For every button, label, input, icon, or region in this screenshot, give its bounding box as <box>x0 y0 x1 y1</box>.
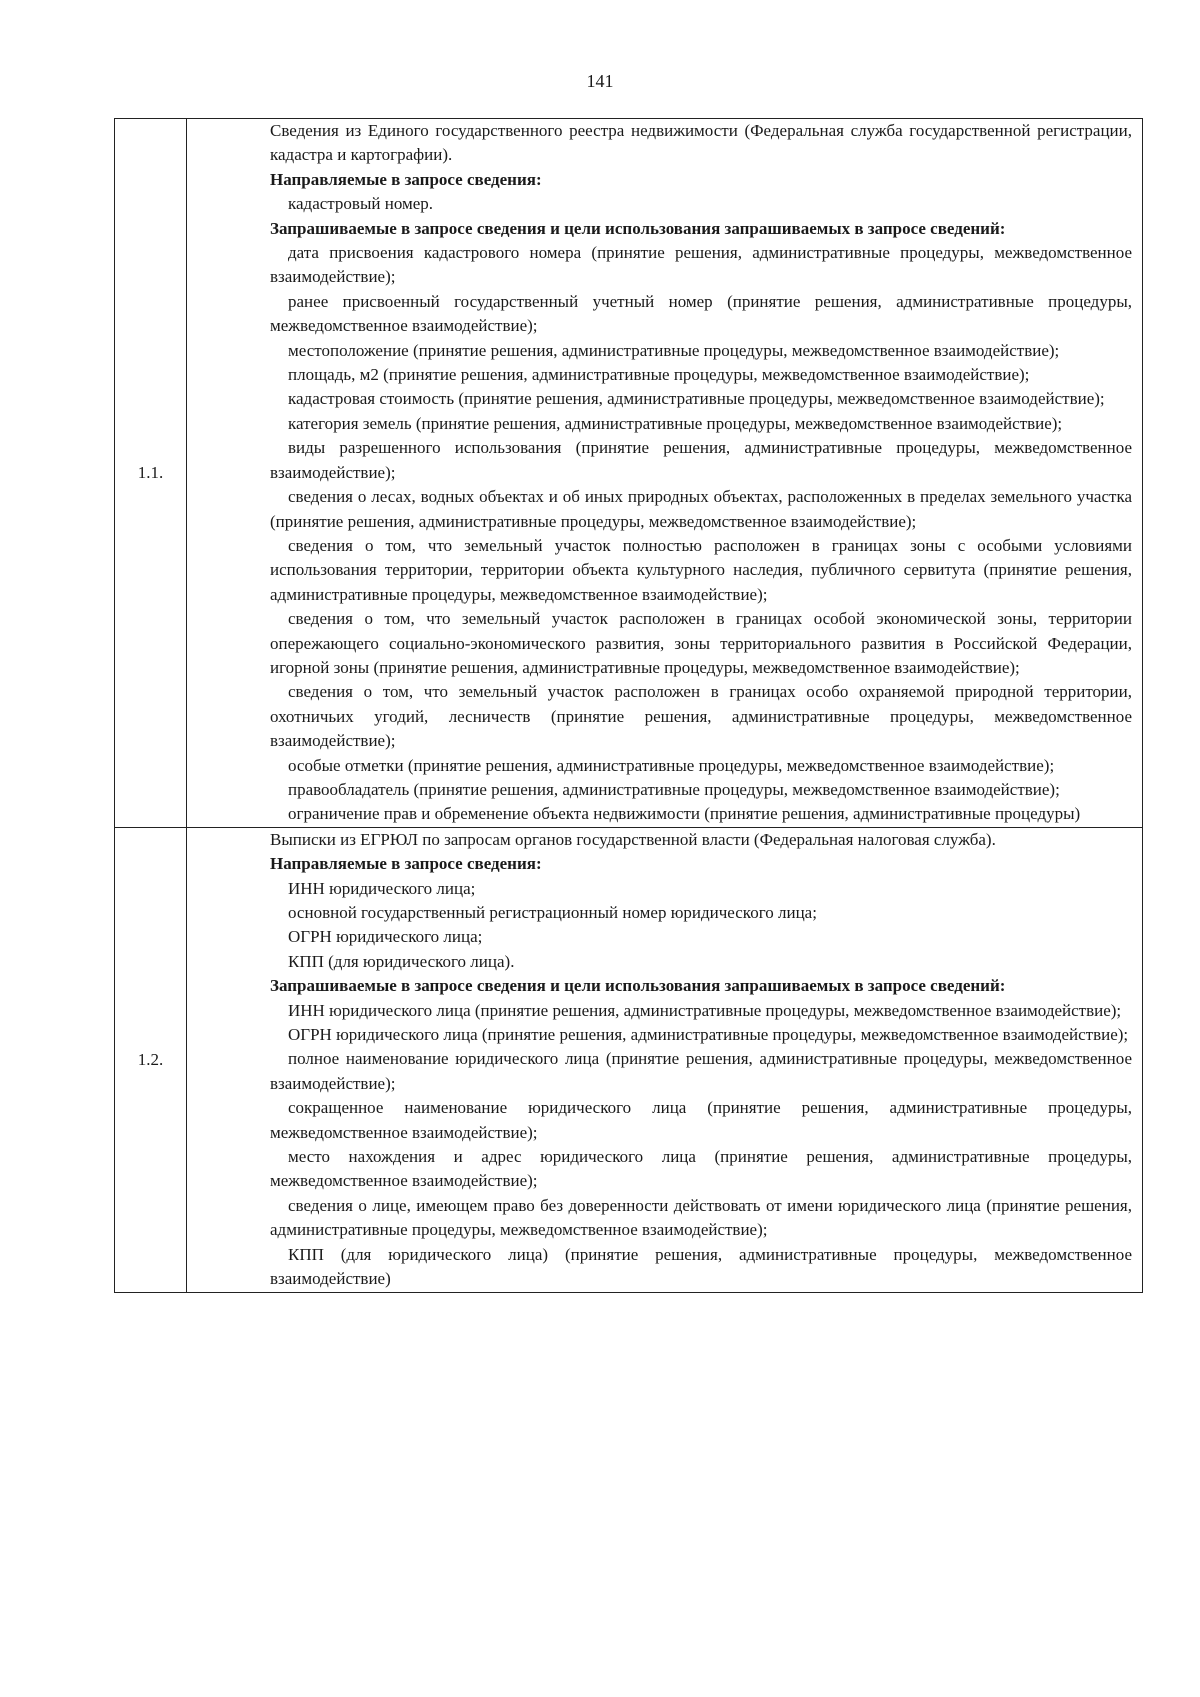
paragraph: основной государственный регистрационный номер юридического лица; <box>288 903 817 922</box>
paragraph: кадастровая стоимость (принятие решения, административные процедуры, межведомственное взаимодействие); <box>288 389 1105 409</box>
paragraph: дата присвоения кадастрового номера (принятие решения, административные процедуры, межведомственное взаимодействие); <box>270 243 1132 287</box>
row-content <box>187 827 1143 1292</box>
table-body <box>115 119 1143 1293</box>
paragraph: ОГРН юридического лица; <box>288 927 483 947</box>
paragraph: ограничение прав и обременение объекта недвижимости (принятие решения, административные процедуры) <box>288 804 1081 824</box>
paragraph: сведения о том, что земельный участок полностью расположен в границах зоны с особыми условиями использования территории, территории объекта культурного наследия, публичного сервитута (принятие решения, административные процедуры, межведомственное взаимодействие); <box>270 535 1132 604</box>
row-number: 1.2. <box>115 827 187 1292</box>
paragraph: КПП (для юридического лица). <box>288 951 515 971</box>
paragraph: виды разрешенного использования (принятие решения, административные процедуры, межведомственное взаимодействие); <box>270 438 1132 482</box>
paragraph: ранее присвоенный государственный учетный номер (принятие решения, административные процедуры, межведомственное взаимодействие); <box>270 291 1132 336</box>
paragraph: кадастровый номер. <box>288 194 434 214</box>
paragraph: Сведения из Единого государственного реестра недвижимости (Федеральная служба государственной регистрации, кадастра и картографии). <box>270 121 1132 165</box>
paragraph: сведения о лице, имеющем право без доверенности действовать от имени юридического лица (принятие решения, административные процедуры, межведомственное взаимодействие); <box>270 1195 1132 1240</box>
paragraph: ИНН юридического лица; <box>288 878 476 898</box>
page-number: 141 <box>586 71 614 91</box>
paragraph: сведения о том, что земельный участок расположен в границах особо охраняемой природной территории, охотничьих угодий, лесничеств (принятие решения, административные процедуры, межведомственное взаимодействие); <box>270 682 1132 751</box>
section-heading: Запрашиваемые в запросе сведения и цели использования запрашиваемых в запросе сведений: <box>270 218 1006 238</box>
paragraph: площадь, м2 (принятие решения, административные процедуры, межведомственное взаимодействие); <box>288 365 1030 385</box>
paragraph: местоположение (принятие решения, административные процедуры, межведомственное взаимодействие); <box>288 340 1060 360</box>
table-row <box>115 827 1143 1292</box>
paragraph: сведения о лесах, водных объектах и об иных природных объектах, расположенных в пределах земельного участка (принятие решения, административные процедуры, межведомственное взаимодействие); <box>270 487 1132 531</box>
table-row <box>115 119 1143 828</box>
paragraph: место нахождения и адрес юридического лица (принятие решения, административные процедуры, межведомственное взаимодействие); <box>270 1147 1132 1191</box>
row-content <box>187 119 1143 828</box>
document-table <box>114 118 1143 1293</box>
paragraph: сокращенное наименование юридического лица (принятие решения, административные процедуры, межведомственное взаимодействие); <box>270 1098 1132 1142</box>
paragraph: категория земель (принятие решения, административные процедуры, межведомственное взаимодействие); <box>288 413 1063 433</box>
paragraph: особые отметки (принятие решения, административные процедуры, межведомственное взаимодействие); <box>288 755 1055 775</box>
section-heading: Направляемые в запросе сведения: <box>270 854 542 874</box>
section-heading: Запрашиваемые в запросе сведения и цели использования запрашиваемых в запросе сведений: <box>270 976 1006 996</box>
section-heading: Направляемые в запросе сведения: <box>270 169 542 189</box>
paragraph: сведения о том, что земельный участок расположен в границах особой экономической зоны, территории опережающего социально-экономического развития, зоны территориального развития в Российской Федерации, игорной зоны (принятие решения, административные процедуры, межведомственное взаимодействие); <box>270 609 1132 677</box>
paragraph: ОГРН юридического лица (принятие решения, административные процедуры, межведомственное взаимодействие); <box>288 1025 1129 1045</box>
paragraph: полное наименование юридического лица (принятие решения, административные процедуры, межведомственное взаимодействие); <box>270 1049 1132 1093</box>
paragraph: правообладатель (принятие решения, административные процедуры, межведомственное взаимодействие); <box>288 779 1060 799</box>
paragraph: Выписки из ЕГРЮЛ по запросам органов государственной власти (Федеральная налоговая служба). <box>270 829 996 849</box>
paragraph: КПП (для юридического лица) (принятие решения, административные процедуры, межведомственное взаимодействие) <box>270 1244 1132 1289</box>
row-number: 1.1. <box>115 119 187 828</box>
paragraph: ИНН юридического лица (принятие решения, административные процедуры, межведомственное взаимодействие); <box>288 1000 1122 1020</box>
